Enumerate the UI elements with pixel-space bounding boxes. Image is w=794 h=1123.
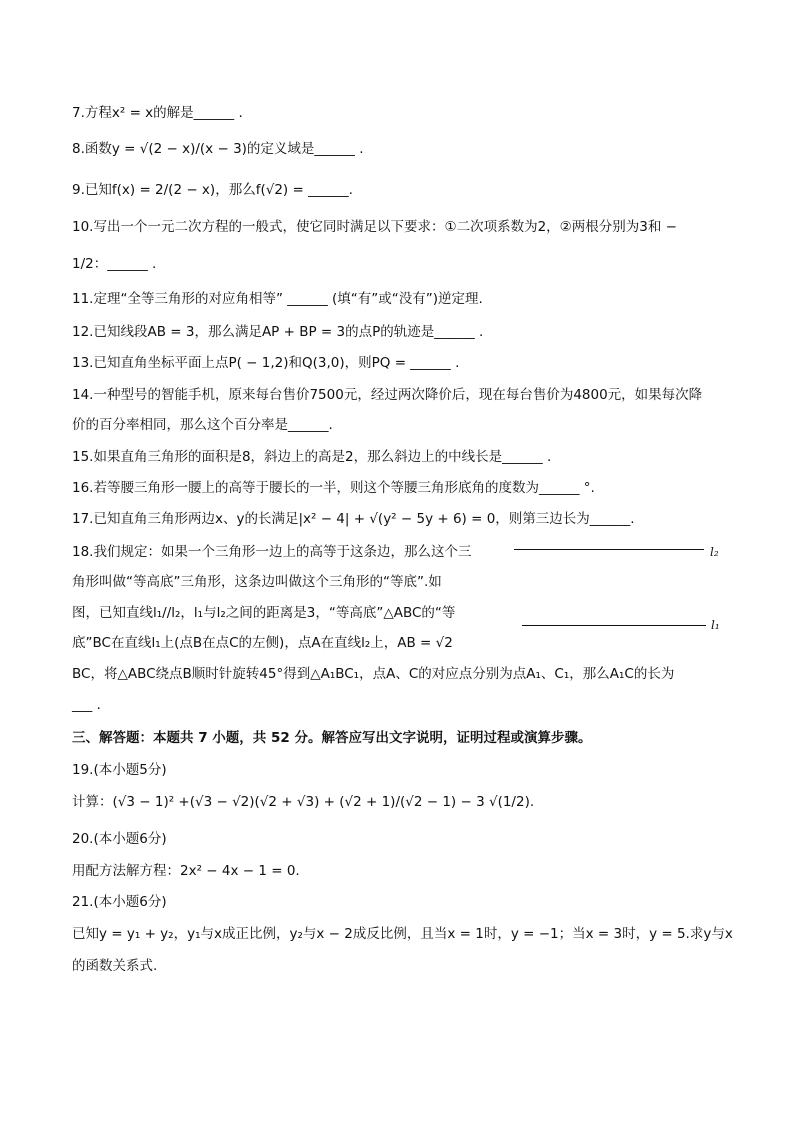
- question-20-body: 用配方法解方程：2x² − 4x − 1 = 0.: [72, 863, 300, 879]
- question-8: 8.函数y = √(2 − x)/(x − 3)的定义域是______ .: [72, 141, 364, 157]
- label-l1: l₁: [711, 618, 720, 632]
- question-17: 17.已知直角三角形两边x、y的长满足|x² − 4| + √(y² − 5y + 6) = 0，则第三边长为______.: [72, 511, 635, 527]
- line-l2: [514, 549, 704, 550]
- question-14-line2: 价的百分率相同，那么这个百分率是______.: [72, 417, 333, 433]
- question-21-body-line1: 已知y = y₁ + y₂，y₁与x成正比例，y₂与x − 2成反比例，且当x = 1时，y = −1；当x = 3时，y = 5.求y与x: [72, 926, 733, 942]
- question-19-heading: 19.(本小题5分): [72, 762, 167, 778]
- question-19-body: 计算：(√3 − 1)² +(√3 − √2)(√2 + √3) + (√2 + 1)/(√2 − 1) − 3 √(1/2).: [72, 794, 535, 810]
- question-10-line2: 1/2：______ .: [72, 256, 157, 272]
- question-18-line2: 角形叫做“等高底”三角形，这条边叫做这个三角形的“等底”.如: [72, 574, 442, 590]
- question-18-line4: 底”BC在直线l₁上(点B在点C的左侧)，点A在直线l₂上，AB = √2: [72, 635, 453, 651]
- question-12: 12.已知线段AB = 3，那么满足AP + BP = 3的点P的轨迹是______ .: [72, 324, 484, 340]
- question-11: 11.定理“全等三角形的对应角相等” ______ (填“有”或“没有”)逆定理.: [72, 291, 483, 307]
- question-14-line1: 14.一种型号的智能手机，原来每台售价7500元，经过两次降价后，现在每台售价为4800元，如果每次降: [72, 387, 703, 403]
- question-10-line1: 10.写出一个一元二次方程的一般式，使它同时满足以下要求：①二次项系数为2，②两根分别为3和 −: [72, 219, 677, 235]
- section-3-heading: 三、解答题：本题共 7 小题，共 52 分。解答应写出文字说明，证明过程或演算步骤。: [72, 730, 592, 746]
- question-16: 16.若等腰三角形一腰上的高等于腰长的一半，则这个等腰三角形底角的度数为______ °.: [72, 480, 595, 496]
- question-18-line1: 18.我们规定：如果一个三角形一边上的高等于这条边，那么这个三: [72, 544, 472, 560]
- question-20-heading: 20.(本小题6分): [72, 831, 167, 847]
- question-21-heading: 21.(本小题6分): [72, 894, 167, 910]
- question-9: 9.已知f(x) = 2/(2 − x)，那么f(√2) = ______.: [72, 182, 353, 198]
- line-l1: [522, 625, 706, 626]
- question-13: 13.已知直角坐标平面上点P( − 1,2)和Q(3,0)，则PQ = ______ .: [72, 355, 460, 371]
- question-21-body-line2: 的函数关系式.: [72, 958, 158, 974]
- question-15: 15.如果直角三角形的面积是8，斜边上的高是2，那么斜边上的中线长是______ .: [72, 449, 552, 465]
- question-18-line3: 图，已知直线l₁//l₂，l₁与l₂之间的距离是3，“等高底”△ABC的“等: [72, 605, 456, 621]
- question-7: 7.方程x² = x的解是______ .: [72, 105, 243, 121]
- label-l2: l₂: [710, 545, 719, 559]
- question-18-line5: BC，将△ABC绕点B顺时针旋转45°得到△A₁BC₁，点A、C的对应点分别为点A₁、C₁，那么A₁C的长为: [72, 666, 675, 682]
- question-18-line6: ___ .: [72, 697, 101, 713]
